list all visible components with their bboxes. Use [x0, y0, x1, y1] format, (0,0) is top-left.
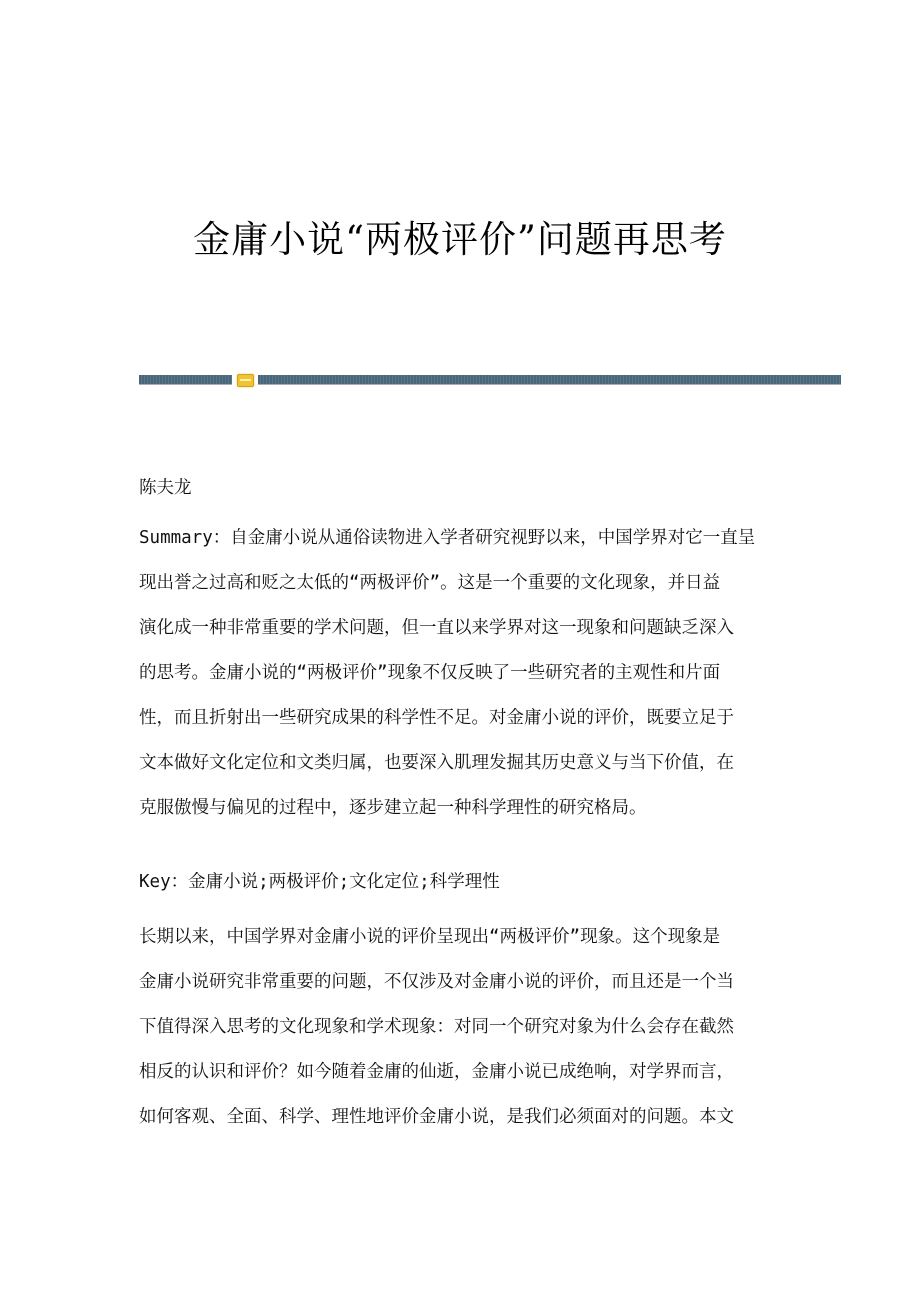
divider-bar-right — [258, 375, 841, 385]
summary-line: 的思考。金庸小说的“两极评价”现象不仅反映了一些研究者的主观性和片面 — [139, 663, 721, 683]
divider-ornament-icon — [237, 374, 254, 387]
summary-line: 文本做好文化定位和文类归属，也要深入肌理发掘其历史意义与当下价值，在 — [139, 753, 734, 773]
author-name: 陈夫龙 — [139, 478, 192, 498]
document-title: 金庸小说“两极评价”问题再思考 — [193, 218, 727, 261]
body-line: 长期以来，中国学界对金庸小说的评价呈现出“两极评价”现象。这个现象是 — [139, 927, 721, 947]
summary-line: 现出誉之过高和贬之太低的“两极评价”。这是一个重要的文化现象，并日益 — [139, 573, 721, 593]
summary-line: 克服傲慢与偏见的过程中，逐步建立起一种科学理性的研究格局。 — [139, 798, 647, 818]
body-paragraph — [139, 915, 789, 1140]
body-line: 如何客观、全面、科学、理性地评价金庸小说，是我们必须面对的问题。本文 — [139, 1107, 734, 1127]
summary-line: 演化成一种非常重要的学术问题，但一直以来学界对这一现象和问题缺乏深入 — [139, 618, 734, 638]
divider-bar-left — [139, 375, 232, 385]
title-divider — [139, 374, 841, 384]
summary-paragraph — [139, 516, 789, 831]
summary-line: Summary：自金庸小说从通俗读物进入学者研究视野以来，中国学界对它一直呈 — [139, 528, 756, 548]
keywords-line: Key：金庸小说;两极评价;文化定位;科学理性 — [139, 872, 500, 892]
body-line: 金庸小说研究非常重要的问题，不仅涉及对金庸小说的评价，而且还是一个当 — [139, 972, 734, 992]
body-line: 下值得深入思考的文化现象和学术现象：对同一个研究对象为什么会存在截然 — [139, 1017, 734, 1037]
body-line: 相反的认识和评价？如今随着金庸的仙逝，金庸小说已成绝响，对学界而言， — [139, 1062, 734, 1082]
summary-line: 性，而且折射出一些研究成果的科学性不足。对金庸小说的评价，既要立足于 — [139, 708, 734, 728]
